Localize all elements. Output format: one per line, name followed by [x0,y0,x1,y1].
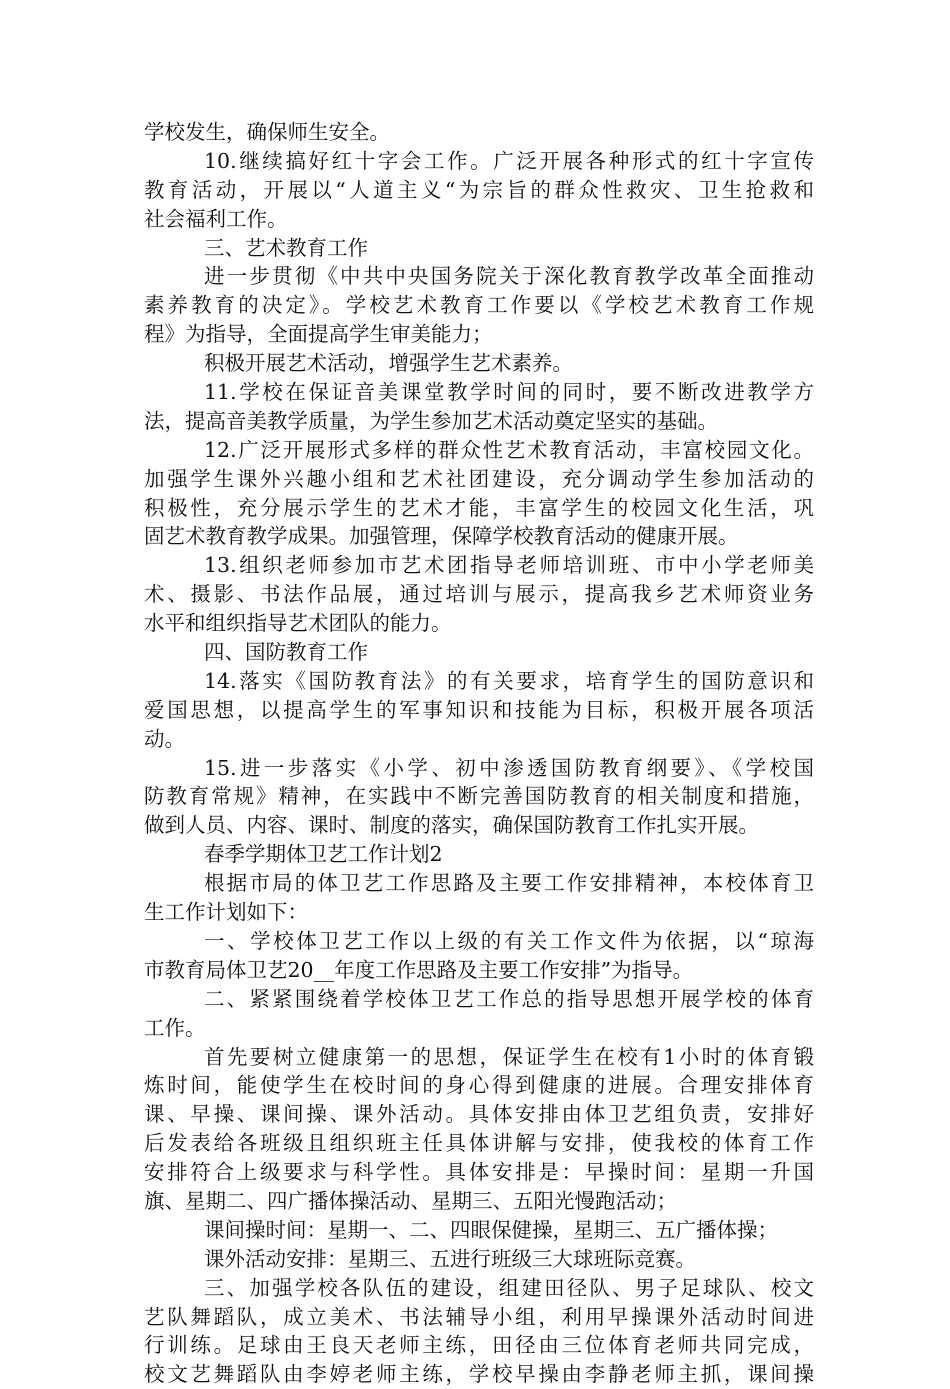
paragraph-first-line: 15.进一步落实《小学、初中渗透国防教育纲要》、《学校国 [204,755,814,780]
paragraph-line: 后发表给各班级且组织班主任具体讲解与安排，使我校的体育工作 [144,1131,814,1156]
paragraph-first-line: 三、艺术教育工作 [204,235,368,260]
paragraph-line: 炼时间，能使学生在校时间的身心得到健康的进展。合理安排体育 [144,1073,814,1098]
paragraph-line: 社会福利工作。 [144,206,288,231]
paragraph-first-line: 二、紧紧围绕着学校体卫艺工作总的指导思想开展学校的体育 [204,986,814,1011]
paragraph-first-line: 14.落实《国防教育法》的有关要求，培育学生的国防意识和 [204,668,814,693]
paragraph-line: 术、摄影、书法作品展，通过培训与展示，提高我乡艺术师资业务 [144,582,814,607]
paragraph-line: 程》为指导，全面提高学生审美能力； [144,322,493,347]
paragraph-line: 学校发生，确保师生安全。 [144,120,390,144]
paragraph-first-line: 春季学期体卫艺工作计划2 [204,842,443,867]
paragraph-first-line: 课外活动安排：星期三、五进行班级三大球班际竞赛。 [204,1246,696,1271]
paragraph-first-line: 进一步贯彻《中共中央国务院关于深化教育教学改革全面推动 [204,264,814,289]
paragraph-first-line: 积极开展艺术活动，增强学生艺术素养。 [204,351,573,376]
paragraph-line: 市教育局体卫艺20__年度工作思路及主要工作安排”为指导。 [144,957,694,982]
paragraph-line: 动。 [144,726,185,751]
paragraph-line: 课、早操、课间操、课外活动。具体安排由体卫艺组负责，安排好 [144,1102,814,1127]
paragraph-line: 安排符合上级要求与科学性。具体安排是：早操时间：星期一升国 [144,1160,814,1185]
document-body [144,118,814,1389]
paragraph-first-line: 13.组织老师参加市艺术团指导老师培训班、市中小学老师美 [204,553,814,578]
paragraph-line: 工作。 [144,1015,206,1040]
paragraph-first-line: 11.学校在保证音美课堂教学时间的同时，要不断改进教学方 [204,380,814,405]
paragraph-line: 生工作计划如下： [144,900,308,925]
paragraph-line: 防教育常规》精神，在实践中不断完善国防教育的相关制度和措施， [144,784,814,809]
paragraph-line: 水平和组织指导艺术团队的能力。 [144,611,452,636]
paragraph-first-line: 12.广泛开展形式多样的群众性艺术教育活动，丰富校园文化。 [204,437,814,462]
paragraph-line: 旗、星期二、四广播体操活动、星期三、五阳光慢跑活动； [144,1188,677,1213]
paragraph-first-line: 三、加强学校各队伍的建设，组建田径队、男子足球队、校文 [204,1275,814,1300]
paragraph-line: 艺队舞蹈队，成立美术、书法辅导小组，利用早操课外活动时间进 [144,1304,814,1329]
paragraph-first-line: 10.继续搞好红十字会工作。广泛开展各种形式的红十字宣传 [204,148,814,173]
paragraph-line: 做到人员、内容、课时、制度的落实，确保国防教育工作扎实开展。 [144,813,759,838]
paragraph-line: 法，提高音美教学质量，为学生参加艺术活动奠定坚实的基础。 [144,408,718,433]
paragraph-first-line: 根据市局的体卫艺工作思路及主要工作安排精神，本校体育卫 [204,871,814,896]
paragraph-line: 教育活动，开展以“人道主义“为宗旨的群众性救灾、卫生抢救和 [144,177,814,202]
paragraph-line: 素养教育的决定》。学校艺术教育工作要以《学校艺术教育工作规 [144,293,814,318]
paragraph-line: 固艺术教育教学成果。加强管理，保障学校教育活动的健康开展。 [144,524,739,549]
paragraph-line: 行训练。足球由王良天老师主练，田径由三位体育老师共同完成， [144,1333,814,1358]
paragraph-line: 积极性，充分展示学生的艺术才能，丰富学生的校园文化生活，巩 [144,495,814,520]
paragraph-first-line: 首先要树立健康第一的思想，保证学生在校有1小时的体育锻 [204,1044,814,1069]
paragraph-line: 校文艺舞蹈队由李婷老师主练，学校早操由李静老师主抓，课间操 [144,1362,814,1387]
paragraph-first-line: 课间操时间：星期一、二、四眼保健操，星期三、五广播体操； [204,1217,778,1242]
paragraph-line: 爱国思想，以提高学生的军事知识和技能为目标，积极开展各项活 [144,697,814,722]
paragraph-first-line: 四、国防教育工作 [204,640,368,665]
paragraph-first-line: 一、学校体卫艺工作以上级的有关工作文件为依据，以“琼海 [204,928,814,953]
paragraph-line: 加强学生课外兴趣小组和艺术社团建设，充分调动学生参加活动的 [144,466,814,491]
